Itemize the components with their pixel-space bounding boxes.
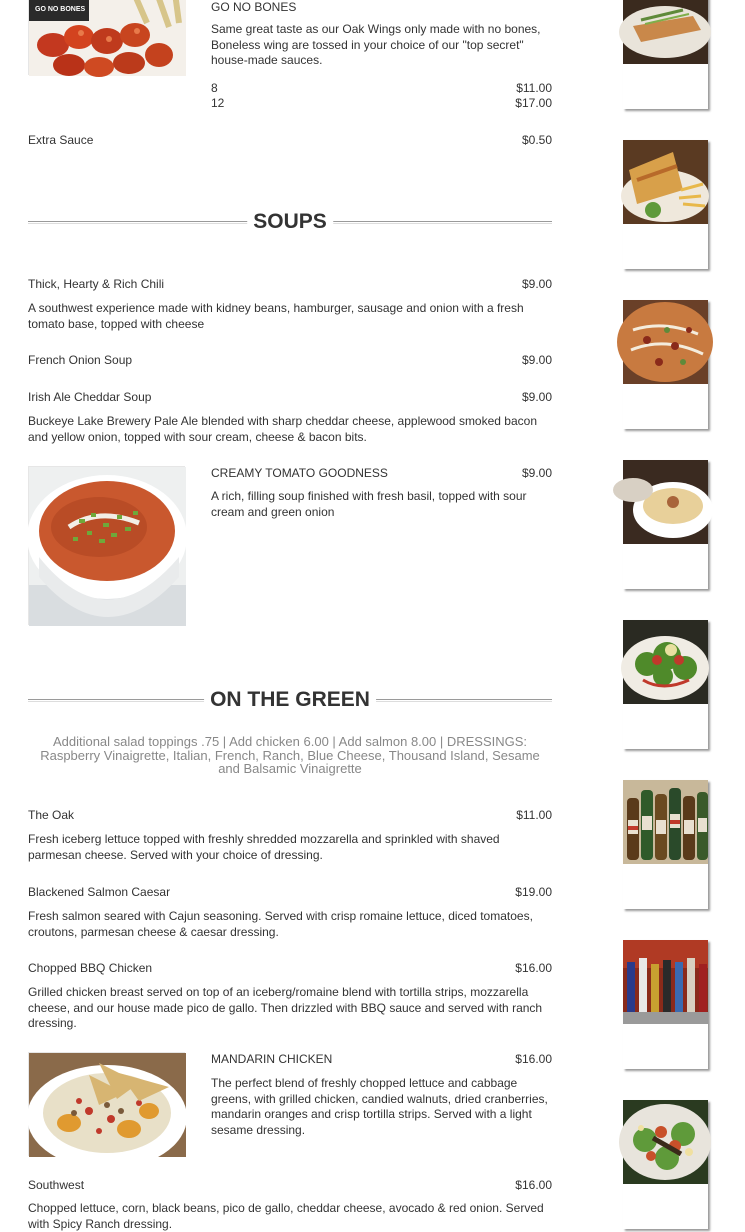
wings-option-price-8: $11.00 <box>516 81 552 95</box>
menu-item-description: Fresh iceberg lettuce topped with freshly shredded mozzarella and sprinkled with shaved parmesan cheese. Served with your choice of dressing. <box>28 832 500 862</box>
menu-item-price: $9.00 <box>521 277 552 291</box>
menu-item-price: $11.00 <box>516 808 552 822</box>
sandwich-fries-photo-icon <box>623 140 708 224</box>
wings-item-name: GO NO BONES <box>211 0 297 14</box>
menu-item-description: Grilled chicken breast served on top of an iceberg/romaine blend with tortilla strips, mozzarella cheese, and our house made pico de gallo. Then drizzled with BBQ sauce and served with ranch dressing. <box>28 985 543 1030</box>
wings-option-price-12: $17.00 <box>515 96 552 110</box>
menu-item-name: MANDARIN CHICKEN <box>211 1052 333 1066</box>
tomato-soup-photo <box>28 466 185 625</box>
menu-item-name: Chopped BBQ Chicken <box>28 961 153 975</box>
gallery-thumbnail[interactable] <box>623 0 708 109</box>
menu-item-name: Irish Ale Cheddar Soup <box>28 390 152 404</box>
soups-section-title: SOUPS <box>247 207 333 237</box>
gallery-thumbnail[interactable] <box>623 1100 708 1229</box>
mandarin-chicken-image <box>29 1053 186 1157</box>
wings-option-qty-8: 8 <box>211 81 218 95</box>
menu-item-price: $16.00 <box>515 1178 552 1192</box>
beer-bottles-photo-icon <box>623 780 708 864</box>
green-section-title: ON THE GREEN <box>204 685 376 715</box>
menu-item-description: Fresh salmon seared with Cajun seasoning. Served with crisp romaine lettuce, diced tomatoes, croutons, parmesan cheese & caesar dressing. <box>28 909 533 939</box>
gallery-thumbnail[interactable] <box>623 620 708 749</box>
menu-item-description: The perfect blend of freshly chopped lettuce and cabbage greens, with grilled chicken, candied walnuts, dried cranberries, mandarin oranges and crisp tortilla strips. Served with a light sesame dressing. <box>211 1076 548 1137</box>
tomato-soup-image <box>29 467 186 626</box>
gallery-thumbnail[interactable] <box>623 300 708 429</box>
menu-item-price: $16.00 <box>515 961 552 975</box>
menu-item-name: Thick, Hearty & Rich Chili <box>28 277 165 291</box>
wings-image-label: GO NO BONES <box>35 6 86 13</box>
menu-item-name: The Oak <box>28 808 75 822</box>
menu-item-price: $19.00 <box>515 885 552 899</box>
menu-item-name: Blackened Salmon Caesar <box>28 885 171 899</box>
menu-item-name: French Onion Soup <box>28 353 133 367</box>
menu-item-price: $16.00 <box>515 1052 552 1066</box>
menu-item-name: Southwest <box>28 1178 85 1192</box>
menu-item-price: $9.00 <box>521 466 552 480</box>
mandarin-chicken-photo <box>28 1052 185 1156</box>
beer-taps-photo-icon <box>623 940 708 1024</box>
pizza-slice-photo-icon <box>623 300 708 384</box>
chopped-salad-photo-icon <box>623 1100 708 1184</box>
extra-sauce-price: $0.50 <box>521 133 552 147</box>
green-section-header <box>28 685 552 715</box>
wings-item-description: Same great taste as our Oak Wings only made with no bones, Boneless wing are tossed in your choice of our "top secret" house-made sauces. <box>211 22 541 67</box>
wings-option-qty-12: 12 <box>211 96 225 110</box>
gallery-thumbnail[interactable] <box>623 780 708 909</box>
salad-plate-photo-icon <box>623 620 708 704</box>
boneless-wings-photo <box>28 0 185 75</box>
gallery-thumbnail[interactable] <box>623 140 708 269</box>
extra-sauce-name: Extra Sauce <box>28 133 94 147</box>
menu-item-price: $9.00 <box>521 390 552 404</box>
menu-item-price: $9.00 <box>521 353 552 367</box>
salmon-plate-photo-icon <box>623 0 708 64</box>
gallery-thumbnail[interactable] <box>623 460 708 589</box>
menu-item-name: CREAMY TOMATO GOODNESS <box>211 466 388 480</box>
salad-toppings-notes: Additional salad toppings .75 | Add chicken 6.00 | Add salmon 8.00 | DRESSINGS: Raspberry Vinaigrette, Italian, French, Ranch, Blue Cheese, Thousand Island, Sesame and Balsamic Vinaigrette <box>40 734 540 776</box>
menu-item-description: Chopped lettuce, corn, black beans, pico de gallo, cheddar cheese, avocado & red onion. Served with Spicy Ranch dressing. <box>28 1201 544 1231</box>
soup-bowl-photo-icon <box>623 460 708 544</box>
gallery-thumbnail[interactable] <box>623 940 708 1069</box>
menu-item-description: A rich, filling soup finished with fresh basil, topped with sour cream and green onion <box>211 489 527 519</box>
boneless-wings-image <box>29 0 186 76</box>
soups-section-header <box>28 207 552 237</box>
menu-item-description: A southwest experience made with kidney beans, hamburger, sausage and onion with a fresh tomato base, topped with cheese <box>28 301 524 331</box>
menu-item-description: Buckeye Lake Brewery Pale Ale blended with sharp cheddar cheese, applewood smoked bacon and yellow onion, topped with sour cream, cheese & bacon bits. <box>28 414 537 444</box>
